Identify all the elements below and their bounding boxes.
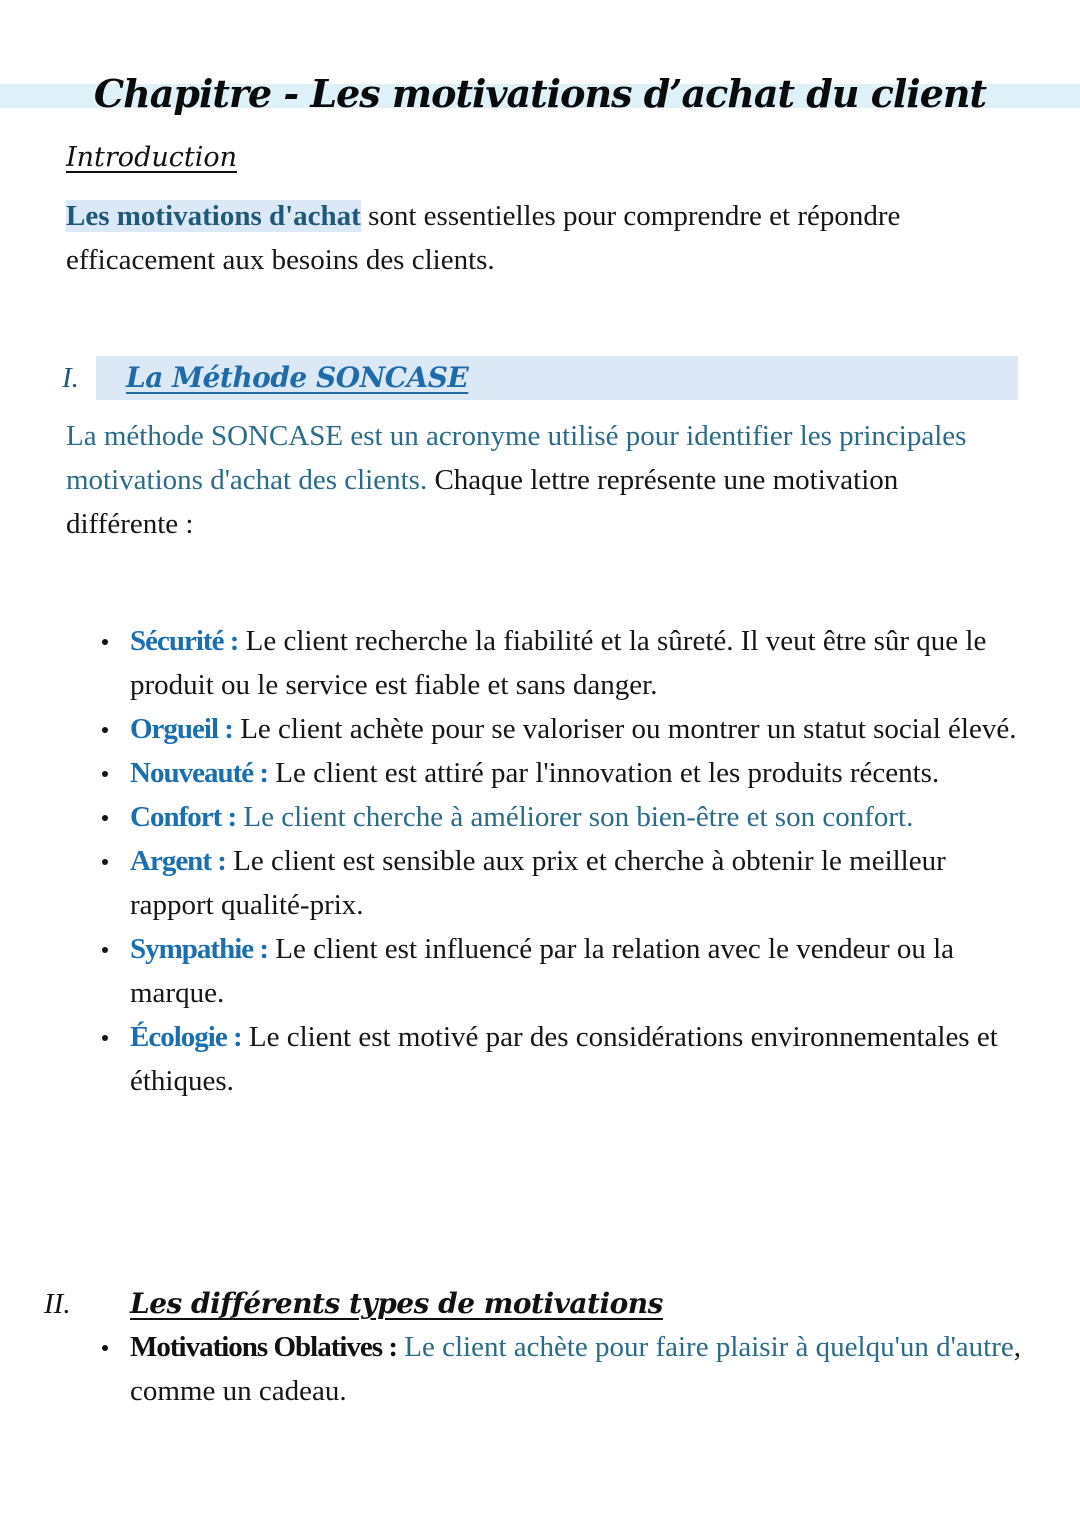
term-description-teal: Le client achète pour faire plaisir à quelqu'un d'autre	[397, 1331, 1014, 1363]
section-1-heading	[62, 356, 468, 404]
term-description: Le client recherche la fiabilité et la sûreté. Il veut être sûr que le produit ou le service est fiable et sans danger.	[130, 625, 987, 701]
introduction-paragraph	[66, 194, 1016, 282]
list-item-securite	[96, 619, 1026, 707]
term-description: Le client est motivé par des considérations environnementales et éthiques.	[130, 1021, 998, 1097]
section-1-title: La Méthode SONCASE	[126, 361, 469, 394]
term-description: Le client est influencé par la relation avec le vendeur ou la marque.	[130, 933, 955, 1009]
term-label: Argent :	[130, 845, 226, 877]
term-label: Nouveauté :	[130, 757, 269, 789]
list-item-nouveaute	[96, 751, 1026, 795]
term-description: Le client cherche à améliorer son bien-être et son confort.	[236, 801, 914, 833]
page-title: Chapitre - Les motivations d’achat du client	[93, 71, 987, 116]
term-label: Sympathie :	[130, 933, 269, 965]
soncase-list	[96, 619, 1026, 1103]
term-label: Orgueil :	[130, 713, 233, 745]
section-1-numeral: I.	[62, 362, 79, 394]
term-description: Le client est attiré par l'innovation et les produits récents.	[268, 757, 940, 789]
term-description-black: , comme un cadeau.	[130, 1331, 1022, 1407]
term-description: Le client achète pour se valoriser ou montrer un statut social élevé.	[232, 713, 1017, 745]
section-2-numeral: II.	[44, 1288, 71, 1320]
term-label: Sécurité :	[130, 625, 239, 657]
section-2-title: Les différents types de motivations	[130, 1287, 663, 1320]
list-item-sympathie	[96, 927, 1026, 1015]
introduction-text: sont essentielles pour comprendre et répondre efficacement aux besoins des clients.	[66, 200, 901, 276]
section-2-heading	[44, 1282, 663, 1330]
motivation-types-list	[96, 1325, 1026, 1413]
soncase-description	[66, 414, 1016, 546]
list-item-confort	[96, 795, 1026, 839]
highlighted-term: Les motivations d'achat	[66, 200, 361, 232]
term-label: Motivations Oblatives :	[130, 1331, 397, 1363]
soncase-description-teal: La méthode SONCASE est un acronyme utilisé pour identifier les principales motivations d'achat des clients.	[66, 420, 967, 496]
list-item-ecologie	[96, 1015, 1026, 1103]
list-item-argent	[96, 839, 1026, 927]
term-description: Le client est sensible aux prix et cherche à obtenir le meilleur rapport qualité-prix.	[130, 845, 946, 921]
term-label: Confort :	[130, 801, 237, 833]
list-item-oblatives	[96, 1325, 1026, 1413]
soncase-description-black: Chaque lettre représente une motivation différente :	[66, 464, 899, 540]
term-label: Écologie :	[130, 1021, 242, 1053]
list-item-orgueil	[96, 707, 1026, 751]
introduction-heading: Introduction	[66, 142, 237, 173]
